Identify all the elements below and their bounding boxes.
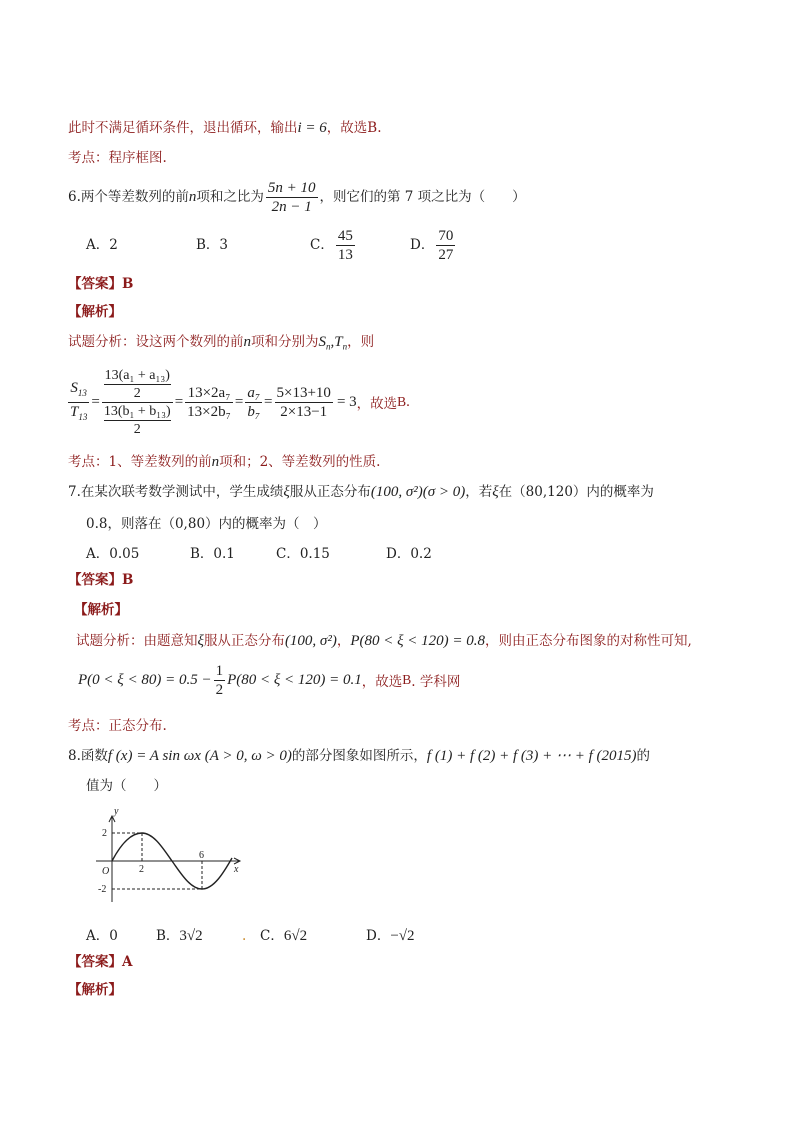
graph-x-label: x bbox=[234, 864, 239, 875]
knowledge-point-7: 考点：正态分布. bbox=[68, 718, 167, 734]
question-8-line2: 值为（ ） bbox=[86, 778, 167, 794]
graph-y-2: 2 bbox=[102, 828, 107, 839]
q8-analysis-heading: 【解析】 bbox=[68, 982, 122, 998]
q6-option-b: B．3 bbox=[196, 237, 229, 253]
q7-option-d: D．0.2 bbox=[386, 546, 432, 562]
q8-option-c: C．6√2 bbox=[260, 928, 308, 944]
graph-y-label: y bbox=[114, 806, 119, 817]
solution-line-loop-exit: 此时不满足循环条件，退出循环，输出i = 6，故选B. bbox=[68, 120, 382, 136]
q8-answer: 【答案】A bbox=[68, 954, 133, 970]
q8-option-b: B．3√2 bbox=[156, 928, 203, 944]
q6-option-c: C． $\frac{45}{13}$ bbox=[310, 228, 353, 263]
q7-analysis-heading: 【解析】 bbox=[74, 602, 128, 618]
q7-analysis-line1: 试题分析：由题意知ξ服从正态分布(100, σ²)，P(80 < ξ < 120) = 0.8，则由正态分布图象的对称性可知, bbox=[76, 633, 692, 649]
question-7-line2: 0.8，则落在（0,80）内的概率为（ ） bbox=[86, 516, 327, 532]
q7-option-a: A．0.05 bbox=[86, 546, 140, 562]
question-6: 6.两个等差数列的前n项和之比为 $\frac{5n + 10}{2n - 1}$ ，则它们的第 7 项之比为（ ） bbox=[68, 180, 526, 215]
q7-option-b: B．0.1 bbox=[190, 546, 235, 562]
knowledge-point-6: 考点：1、等差数列的前n项和；2、等差数列的性质. bbox=[68, 454, 381, 470]
q8-stray-dot: . bbox=[242, 928, 247, 944]
sine-graph bbox=[88, 800, 248, 910]
q6-analysis-line1: 试题分析：设这两个数列的前n项和分别为$S_n,T_n$，则 bbox=[68, 334, 375, 352]
q6-option-d: D． $\frac{70}{27}$ bbox=[410, 228, 454, 263]
graph-x-2: 2 bbox=[139, 864, 144, 875]
graph-x-6: 6 bbox=[199, 850, 204, 861]
knowledge-point-1: 考点：程序框图. bbox=[68, 150, 167, 166]
q6-analysis-heading: 【解析】 bbox=[68, 304, 122, 320]
graph-origin-label: O bbox=[102, 866, 110, 877]
q6-ratio-fraction: $\frac{5n + 10}{2n - 1}$ bbox=[267, 180, 316, 215]
q8-option-d: D．−√2 bbox=[366, 928, 415, 944]
question-8-line1: 8.函数f (x) = A sin ωx (A > 0, ω > 0)的部分图象如图所示，f (1) + f (2) + f (3) + ⋯ + f (2015)的 bbox=[68, 748, 651, 764]
q6-option-a: A．2 bbox=[86, 237, 118, 253]
q7-option-c: C．0.15 bbox=[276, 546, 330, 562]
q7-answer: 【答案】B bbox=[68, 572, 134, 588]
graph-y-neg2: -2 bbox=[98, 884, 107, 895]
q7-equation: P(0 < ξ < 80) = 0.5 − $\frac{1}{2}$ P(80 < ξ < 120) = 0.1 ，故选 B . 学科网 bbox=[78, 662, 461, 698]
q6-answer: 【答案】B bbox=[68, 276, 134, 292]
q6-equation: $\frac{S_{13}}{T_{13}}$ = 13(a₁ + a₁₃) 2 13(b₁ + b₁₃) 2 = $\frac{\text{13×2a₇}}{\text{13×2b₇}}$ = $\frac{\text{a₇}}{\text{b₇}}$ = $\frac{5\times 13+10}{2\times 13-1}$ = 3 ，故选 B . bbox=[70, 367, 410, 437]
q8-option-a: A．0 bbox=[86, 928, 118, 944]
question-7-line1: 7.在某次联考数学测试中，学生成绩ξ服从正态分布(100, σ²)(σ > 0)，若ξ在（80,120）内的概率为 bbox=[68, 484, 654, 500]
